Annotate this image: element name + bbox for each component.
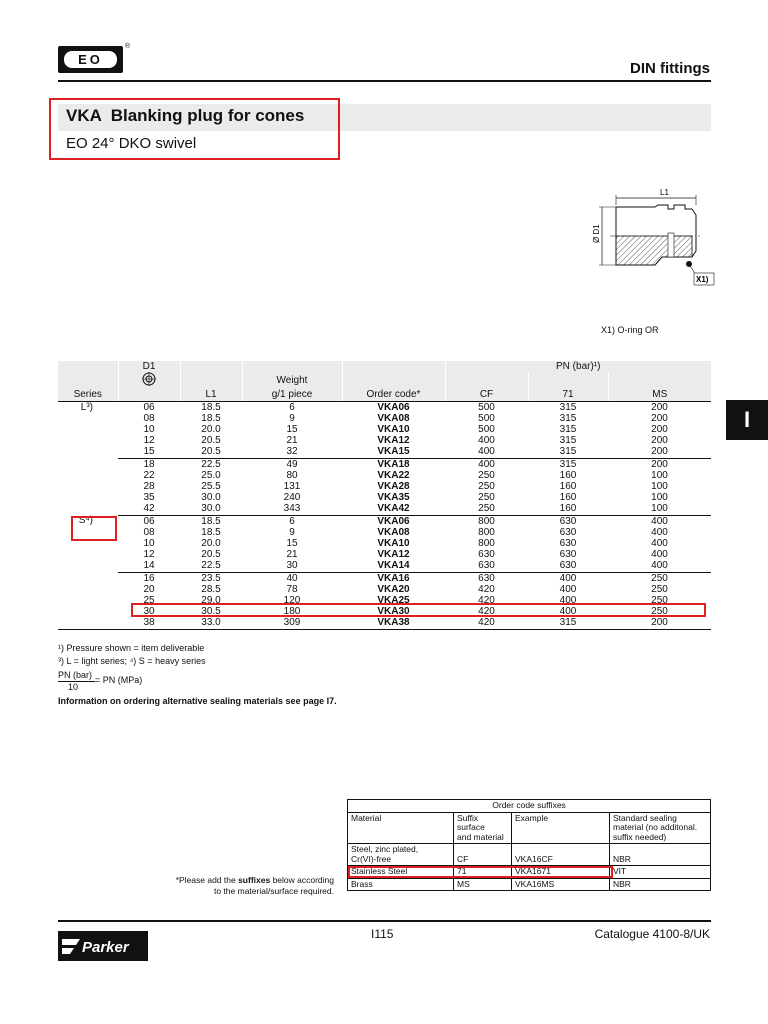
d1-cell: 22 [143, 469, 155, 481]
d1-cell: 12 [143, 435, 155, 447]
table-row [58, 503, 711, 515]
pn-cf-cell: 250 [478, 492, 495, 504]
pn-ms-cell: 100 [651, 492, 668, 504]
l1-cell: 18.5 [201, 515, 221, 527]
pn-ms-cell: 250 [651, 572, 668, 584]
header-pn: PN (bar)¹) [445, 361, 711, 372]
pn-71-cell: 315 [559, 424, 577, 436]
weight-cell: 21 [286, 435, 298, 447]
d1-cell: 06 [143, 515, 155, 527]
pn-ms-cell: 200 [651, 424, 668, 436]
footnote-3-numerator: PN (bar) [58, 670, 93, 680]
page-number: I115 [371, 927, 394, 941]
footer-rule [58, 920, 711, 922]
order-code-cell: VKA08 [377, 526, 410, 538]
weight-cell: 21 [286, 549, 298, 561]
pn-cf-cell: 500 [478, 424, 495, 436]
stainless-row-highlight [348, 866, 613, 878]
pn-ms-cell: 200 [651, 412, 668, 424]
pn-71-cell: 400 [559, 572, 577, 584]
weight-cell: 131 [283, 481, 301, 493]
order-code-cell: VKA16 [377, 572, 410, 584]
order-code-cell: VKA08 [377, 412, 410, 424]
series-cell: S⁴) [78, 515, 93, 527]
series-cell [58, 595, 118, 606]
suffix-row: Steel, zinc plated, Cr(VI)-free CF VKA16CF NBR [348, 844, 711, 866]
label-x1: X1) [696, 275, 709, 284]
pn-cf-cell: 420 [445, 617, 528, 629]
pn-71-cell: 315 [559, 458, 577, 470]
order-code-cell: VKA28 [377, 481, 410, 493]
series-cell [58, 413, 118, 424]
l1-cell: 20.5 [201, 435, 221, 447]
weight-cell: 40 [286, 572, 298, 584]
table-row [58, 401, 711, 413]
pn-71-cell: 315 [559, 435, 577, 447]
d1-cell: 12 [143, 549, 155, 561]
d1-cell: 15 [118, 446, 180, 458]
pn-71-cell: 315 [559, 401, 577, 413]
table-row [58, 584, 711, 595]
pn-cf-cell: 250 [478, 469, 495, 481]
header-cf: CF [445, 389, 528, 401]
vka-table [58, 361, 711, 630]
header-weight-2: g/1 piece [242, 389, 342, 401]
table-row [58, 413, 711, 424]
weight-cell: 30 [242, 560, 342, 572]
weight-cell: 49 [286, 458, 298, 470]
table-row [58, 481, 711, 492]
table-row [58, 527, 711, 538]
l1-cell: 20.0 [201, 538, 221, 550]
pn-cf-cell: 630 [478, 549, 495, 561]
series-cell [58, 470, 118, 481]
l1-cell: 33.0 [180, 617, 242, 629]
l1-cell: 22.5 [180, 560, 242, 572]
suffix-note: *Please add the suffixes below according to the material/surface required. [175, 875, 334, 896]
page-title: VKA Blanking plug for cones [66, 106, 305, 125]
l1-cell: 25.0 [201, 469, 221, 481]
pn-cf-cell: 500 [478, 412, 495, 424]
footnote-3-equation: = PN (MPa) [95, 675, 143, 685]
series-cell [58, 503, 118, 515]
footnote-2: ³) L = light series; ⁴) S = heavy series [58, 656, 206, 666]
series-cell [58, 446, 118, 458]
row-vka25-highlight [131, 603, 706, 617]
order-code-cell: VKA12 [377, 549, 410, 561]
l1-cell: 23.5 [201, 572, 221, 584]
pn-cf-cell: 800 [478, 538, 495, 550]
order-code-cell: VKA10 [377, 538, 410, 550]
suffix-header-seal: Standard sealing material (no additonal. suffix needed) [610, 812, 711, 844]
weight-cell: 15 [286, 424, 298, 436]
order-code-cell: VKA06 [377, 515, 410, 527]
l1-cell: 30.0 [180, 503, 242, 515]
pn-ms-cell: 400 [651, 526, 668, 538]
header-rule [58, 80, 711, 82]
order-code-cell: VKA30 [377, 606, 410, 618]
pn-ms-cell: 200 [651, 401, 668, 413]
weight-cell: 9 [289, 412, 295, 424]
suffix-row: Brass MS VKA16MS NBR [348, 878, 711, 891]
table-row [58, 549, 711, 560]
pn-ms-cell: 400 [651, 549, 668, 561]
d1-cell: 30 [143, 606, 155, 618]
order-code-cell: VKA18 [377, 458, 410, 470]
pn-cf-cell: 630 [445, 560, 528, 572]
d1-cell: 08 [143, 412, 155, 424]
d1-cell: 20 [143, 583, 155, 595]
l1-cell: 18.5 [201, 526, 221, 538]
pn-71-cell: 630 [528, 560, 608, 572]
weight-cell: 78 [286, 583, 298, 595]
pn-71-cell: 630 [559, 549, 577, 561]
pn-71-cell: 160 [559, 481, 577, 493]
section-tab: I [726, 400, 768, 440]
l1-cell: 29.0 [201, 595, 221, 607]
weight-cell: 120 [283, 595, 301, 607]
l1-cell: 18.5 [201, 412, 221, 424]
header-ms: MS [608, 389, 711, 401]
d1-cell: 10 [143, 538, 155, 550]
pn-cf-cell: 400 [478, 435, 495, 447]
table-row [58, 458, 711, 470]
pn-cf-cell: 400 [478, 458, 495, 470]
header-order-code: Order code* [342, 389, 445, 401]
pn-71-cell: 315 [559, 412, 577, 424]
pn-cf-cell: 500 [478, 401, 495, 413]
parker-logo [58, 931, 148, 961]
table-row [58, 572, 711, 584]
weight-cell: 6 [289, 401, 295, 413]
l1-cell: 20.5 [201, 549, 221, 561]
suffix-header-example: Example [512, 812, 610, 844]
order-code-cell: VKA15 [342, 446, 445, 458]
pn-71-cell: 315 [528, 617, 608, 629]
pn-ms-cell: 200 [608, 617, 711, 629]
header-l1: L1 [180, 389, 242, 401]
series-cell [58, 572, 118, 584]
table-row [58, 560, 711, 572]
table-row [58, 424, 711, 435]
d1-cell: 42 [118, 503, 180, 515]
pn-ms-cell: 250 [651, 583, 668, 595]
d1-cell: 16 [143, 572, 155, 584]
pn-cf-cell: 800 [478, 526, 495, 538]
pn-71-cell: 630 [559, 515, 577, 527]
l1-cell: 30.0 [201, 492, 221, 504]
label-d1: Ø D1 [592, 224, 601, 243]
pn-71-cell: 400 [559, 595, 577, 607]
pn-ms-cell: 400 [608, 560, 711, 572]
weight-cell: 15 [286, 538, 298, 550]
table-row [58, 435, 711, 446]
table-row [58, 617, 711, 629]
pn-71-cell: 315 [528, 446, 608, 458]
pn-cf-cell: 420 [478, 606, 495, 618]
weight-cell: 180 [283, 606, 301, 618]
series-cell [58, 458, 118, 470]
pn-cf-cell: 250 [478, 481, 495, 493]
pn-71-cell: 630 [559, 526, 577, 538]
l1-cell: 22.5 [201, 458, 221, 470]
pn-71-cell: 160 [559, 469, 577, 481]
weight-cell: 309 [242, 617, 342, 629]
parker-logo-text: Parker [82, 939, 129, 956]
pn-ms-cell: 200 [651, 458, 668, 470]
ordering-info-note: Information on ordering alternative sealing materials see page I7. [58, 696, 337, 706]
series-cell [58, 584, 118, 595]
suffix-row: Stainless Steel 71 VKA1671 VIT [348, 866, 711, 879]
header-weight-1: Weight [242, 372, 342, 389]
order-code-cell: VKA12 [377, 435, 410, 447]
header-series: Series [58, 389, 118, 401]
series-cell [58, 481, 118, 492]
d1-cell: 18 [143, 458, 155, 470]
table-row [58, 446, 711, 458]
l1-cell: 20.0 [201, 424, 221, 436]
pn-ms-cell: 200 [651, 435, 668, 447]
series-cell [58, 560, 118, 572]
eo-logo [58, 43, 130, 73]
l1-cell: 30.5 [201, 606, 221, 618]
d1-cell: 38 [118, 617, 180, 629]
d1-cell: 08 [143, 526, 155, 538]
d1-cell: 25 [143, 595, 155, 607]
weight-cell: 6 [289, 515, 295, 527]
order-code-cell: VKA20 [377, 583, 410, 595]
weight-cell: 32 [242, 446, 342, 458]
pn-71-cell: 160 [528, 503, 608, 515]
series-cell [58, 435, 118, 446]
table-row [58, 492, 711, 503]
weight-cell: 343 [242, 503, 342, 515]
pn-cf-cell: 420 [478, 583, 495, 595]
weight-cell: 240 [283, 492, 301, 504]
l1-cell: 20.5 [180, 446, 242, 458]
label-l1: L1 [660, 188, 669, 197]
pn-cf-cell: 630 [478, 572, 495, 584]
pn-ms-cell: 100 [651, 469, 668, 481]
series-cell [58, 549, 118, 560]
order-code-cell: VKA22 [377, 469, 410, 481]
l1-cell: 18.5 [201, 401, 221, 413]
pn-cf-cell: 250 [445, 503, 528, 515]
weight-cell: 9 [289, 526, 295, 538]
table-row [58, 515, 711, 527]
d1-cell: 35 [143, 492, 155, 504]
d1-cell: 14 [118, 560, 180, 572]
order-code-cell: VKA10 [377, 424, 410, 436]
pn-71-cell: 400 [559, 606, 577, 618]
suffix-header-material: Material [348, 812, 454, 844]
eo-logo-text: EO [64, 51, 117, 68]
l1-cell: 28.5 [201, 583, 221, 595]
pn-ms-cell: 400 [651, 515, 668, 527]
header-71: 71 [528, 389, 608, 401]
doc-category: DIN fittings [630, 60, 710, 77]
pn-ms-cell: 200 [608, 446, 711, 458]
weight-cell: 80 [286, 469, 298, 481]
footnote-3-denominator: 10 [68, 682, 79, 692]
pn-cf-cell: 420 [478, 595, 495, 607]
drawing-note: X1) O-ring OR [601, 325, 659, 335]
series-s-highlight [71, 516, 117, 541]
order-code-cell: VKA14 [342, 560, 445, 572]
pn-71-cell: 400 [559, 583, 577, 595]
series-cell [58, 424, 118, 435]
l1-cell: 25.5 [201, 481, 221, 493]
pn-ms-cell: 100 [651, 481, 668, 493]
suffix-table-caption: Order code suffixes [348, 800, 711, 813]
blanking-plug-drawing [590, 185, 715, 290]
title-highlight-box [49, 98, 340, 160]
d1-cell: 10 [143, 424, 155, 436]
pn-cf-cell: 400 [445, 446, 528, 458]
order-code-cell: VKA25 [377, 595, 410, 607]
order-code-cell: VKA38 [342, 617, 445, 629]
pn-ms-cell: 400 [651, 538, 668, 550]
series-cell [58, 617, 118, 629]
d1-cell: 06 [143, 401, 155, 413]
suffix-header-suffix: Suffix surface and material [454, 812, 512, 844]
pn-cf-cell: 800 [478, 515, 495, 527]
registered-mark: ® [124, 43, 130, 50]
pn-ms-cell: 250 [651, 606, 668, 618]
order-code-cell: VKA35 [377, 492, 410, 504]
series-cell: L³) [80, 401, 93, 413]
catalogue-number: Catalogue 4100-8/UK [594, 927, 710, 941]
order-code-cell: VKA06 [377, 401, 410, 413]
page-subtitle: EO 24° DKO swivel [66, 135, 197, 152]
d1-cell: 28 [143, 481, 155, 493]
pn-71-cell: 630 [559, 538, 577, 550]
table-row [58, 538, 711, 549]
table-row [58, 470, 711, 481]
pn-71-cell: 160 [559, 492, 577, 504]
pn-ms-cell: 250 [651, 595, 668, 607]
pn-ms-cell: 100 [608, 503, 711, 515]
series-cell [58, 492, 118, 503]
footnote-1: ¹) Pressure shown = item deliverable [58, 643, 205, 653]
d1-symbol-icon [118, 372, 180, 389]
header-d1: D1 [118, 361, 180, 372]
order-code-cell: VKA42 [342, 503, 445, 515]
series-cell [58, 606, 118, 617]
